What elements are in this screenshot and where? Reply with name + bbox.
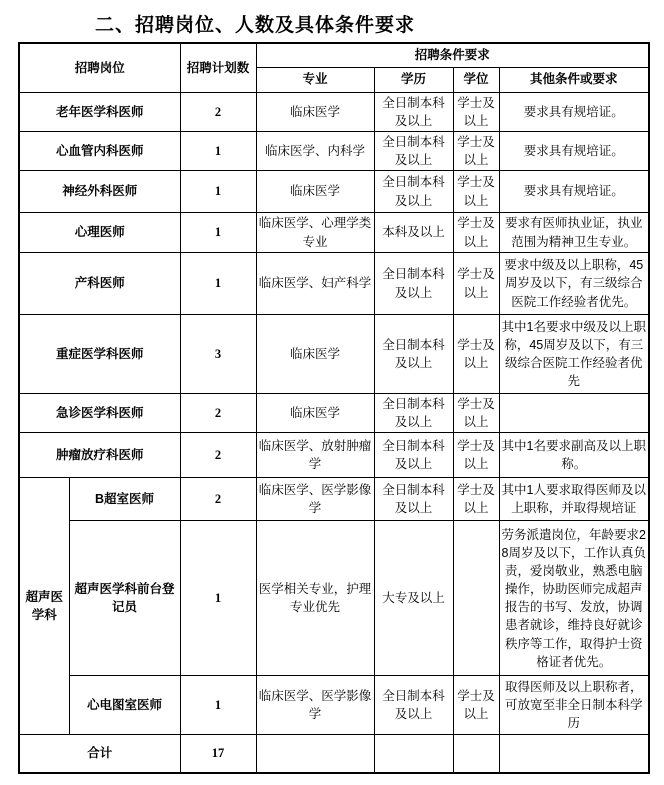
education-cell: 全日制本科及以上 xyxy=(374,131,453,170)
header-education: 学历 xyxy=(374,67,453,92)
table-row xyxy=(19,213,649,253)
other-cell: 要求具有规培证。 xyxy=(499,171,649,213)
table-row xyxy=(19,433,649,478)
other-cell: 取得医师及以上职称者，可放宽至非全日制本科学历 xyxy=(499,676,649,735)
major-cell: 临床医学、医学影像学 xyxy=(256,676,374,735)
degree-cell: 学士及以上 xyxy=(453,315,499,394)
table-row xyxy=(19,394,649,433)
table-row xyxy=(19,92,649,131)
header-row-1 xyxy=(19,43,649,67)
education-cell: 本科及以上 xyxy=(374,213,453,253)
count-cell: 1 xyxy=(180,171,256,213)
count-cell: 2 xyxy=(180,92,256,131)
position-cell: 心血管内科医师 xyxy=(19,131,180,170)
other-cell: 其中1名要求副高及以上职称。 xyxy=(499,433,649,478)
header-degree: 学位 xyxy=(453,67,499,92)
count-cell: 3 xyxy=(180,315,256,394)
degree-cell: 学士及以上 xyxy=(453,131,499,170)
education-cell: 全日制本科及以上 xyxy=(374,478,453,521)
major-cell: 临床医学、妇产科学 xyxy=(256,253,374,315)
department-group-cell: 超声医学科 xyxy=(19,478,69,735)
position-cell: 急诊医学科医师 xyxy=(19,394,180,433)
table-row xyxy=(19,676,649,735)
header-plan-count: 招聘计划数 xyxy=(180,43,256,92)
other-cell: 其中1名要求中级及以上职称，45周岁及以下，有三级综合医院工作经验者优先 xyxy=(499,315,649,394)
education-cell: 全日制本科及以上 xyxy=(374,92,453,131)
header-requirements: 招聘条件要求 xyxy=(256,43,649,67)
major-cell: 临床医学、医学影像学 xyxy=(256,478,374,521)
major-cell: 临床医学 xyxy=(256,92,374,131)
other-cell xyxy=(499,394,649,433)
section-title: 二、招聘岗位、人数及具体条件要求 xyxy=(95,15,416,36)
degree-cell: 学士及以上 xyxy=(453,92,499,131)
empty-cell xyxy=(256,735,374,773)
position-cell: 产科医师 xyxy=(19,253,180,315)
other-cell: 要求具有规培证。 xyxy=(499,92,649,131)
count-cell: 1 xyxy=(180,676,256,735)
table-row xyxy=(19,171,649,213)
total-label-cell: 合计 xyxy=(19,735,180,773)
major-cell: 临床医学、内科学 xyxy=(256,131,374,170)
empty-cell xyxy=(453,735,499,773)
major-cell: 临床医学 xyxy=(256,315,374,394)
major-cell: 临床医学 xyxy=(256,394,374,433)
education-cell: 全日制本科及以上 xyxy=(374,315,453,394)
education-cell: 大专及以上 xyxy=(374,521,453,676)
position-cell: 心理医师 xyxy=(19,213,180,253)
degree-cell: 学士及以上 xyxy=(453,213,499,253)
table-row xyxy=(19,315,649,394)
other-cell: 劳务派遣岗位，年龄要求28周岁及以下，工作认真负责，爱岗敬业，熟悉电脑操作，协助医师完成超声报告的书写、发放，协调患者就诊，维持良好就诊秩序等工作，取得护士资格证者优先。 xyxy=(499,521,649,676)
other-cell: 要求具有规培证。 xyxy=(499,131,649,170)
major-cell: 临床医学、放射肿瘤学 xyxy=(256,433,374,478)
count-cell: 2 xyxy=(180,433,256,478)
position-cell: 超声医学科前台登记员 xyxy=(69,521,180,676)
position-cell: 肿瘤放疗科医师 xyxy=(19,433,180,478)
degree-cell xyxy=(453,521,499,676)
total-count-cell: 17 xyxy=(180,735,256,773)
position-cell: B超室医师 xyxy=(69,478,180,521)
major-cell: 临床医学、心理学类专业 xyxy=(256,213,374,253)
education-cell: 全日制本科及以上 xyxy=(374,433,453,478)
table-row xyxy=(19,131,649,170)
degree-cell: 学士及以上 xyxy=(453,478,499,521)
table-row xyxy=(19,521,649,676)
header-major: 专业 xyxy=(256,67,374,92)
position-cell: 心电图室医师 xyxy=(69,676,180,735)
header-other: 其他条件或要求 xyxy=(499,67,649,92)
education-cell: 全日制本科及以上 xyxy=(374,253,453,315)
count-cell: 2 xyxy=(180,394,256,433)
degree-cell: 学士及以上 xyxy=(453,676,499,735)
count-cell: 1 xyxy=(180,213,256,253)
count-cell: 1 xyxy=(180,131,256,170)
count-cell: 1 xyxy=(180,253,256,315)
education-cell: 全日制本科及以上 xyxy=(374,676,453,735)
degree-cell: 学士及以上 xyxy=(453,171,499,213)
major-cell: 临床医学 xyxy=(256,171,374,213)
education-cell: 全日制本科及以上 xyxy=(374,171,453,213)
degree-cell: 学士及以上 xyxy=(453,253,499,315)
education-cell: 全日制本科及以上 xyxy=(374,394,453,433)
position-cell: 神经外科医师 xyxy=(19,171,180,213)
major-cell: 医学相关专业，护理专业优先 xyxy=(256,521,374,676)
empty-cell xyxy=(499,735,649,773)
position-cell: 老年医学科医师 xyxy=(19,92,180,131)
degree-cell: 学士及以上 xyxy=(453,394,499,433)
header-position: 招聘岗位 xyxy=(19,43,180,92)
count-cell: 2 xyxy=(180,478,256,521)
total-row xyxy=(19,735,649,773)
degree-cell: 学士及以上 xyxy=(453,433,499,478)
recruitment-table xyxy=(18,42,650,774)
other-cell: 要求中级及以上职称，45周岁及以下，有三级综合医院工作经验者优先。 xyxy=(499,253,649,315)
other-cell: 其中1人要求取得医师及以上职称，并取得规培证 xyxy=(499,478,649,521)
other-cell: 要求有医师执业证，执业范围为精神卫生专业。 xyxy=(499,213,649,253)
count-cell: 1 xyxy=(180,521,256,676)
table-row xyxy=(19,253,649,315)
table-row xyxy=(19,478,649,521)
empty-cell xyxy=(374,735,453,773)
position-cell: 重症医学科医师 xyxy=(19,315,180,394)
